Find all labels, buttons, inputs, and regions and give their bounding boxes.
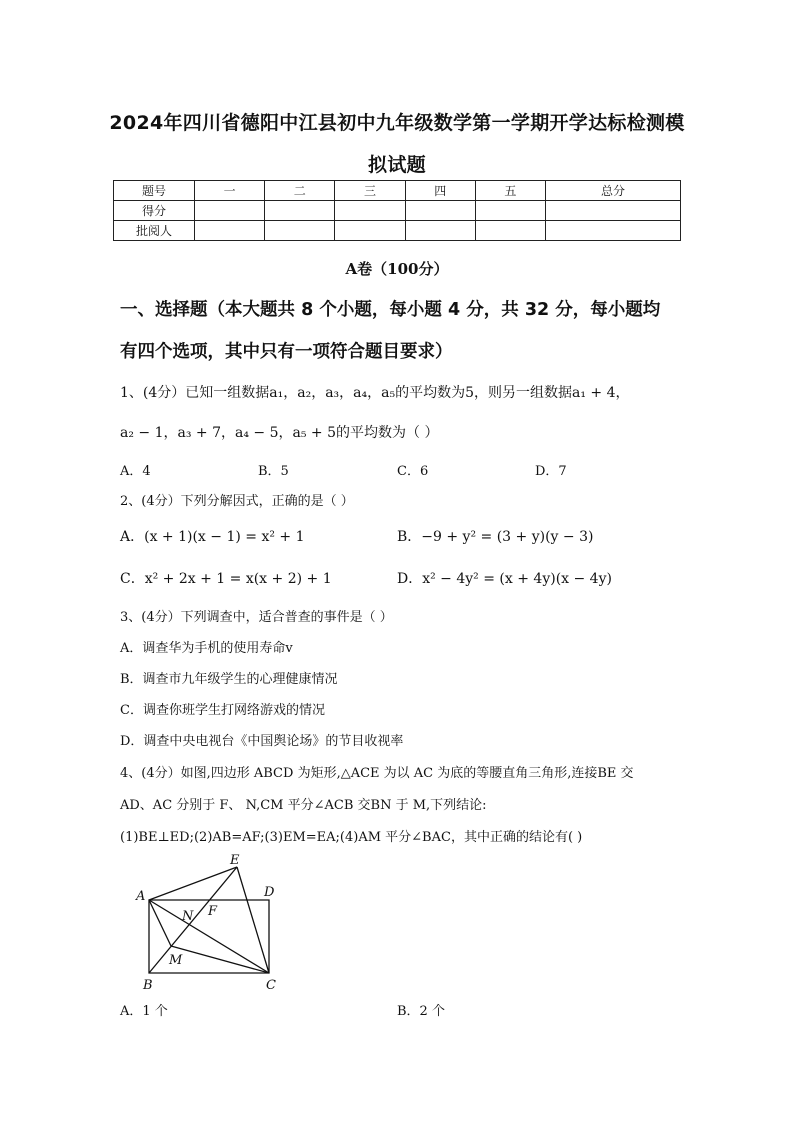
reviewer-input-cell[interactable]: [195, 221, 265, 241]
q4-stem-line-3: (1)BE⊥ED;(2)AB=AF;(3)EM=EA;(4)AM 平分∠BAC，其中正确的结论有( ): [120, 830, 583, 845]
score-table-header-row: [114, 181, 681, 201]
point-label-n: N: [182, 909, 194, 924]
score-table-cell: 二: [265, 181, 335, 201]
reviewer-input-cell[interactable]: [546, 221, 681, 241]
point-label-f: F: [208, 904, 218, 919]
q1-option-d[interactable]: D．7: [535, 464, 567, 479]
section-heading-line-1: 一、选择题（本大题共 8 个小题，每小题 4 分，共 32 分，每小题均: [120, 300, 661, 320]
q2-option-b[interactable]: B．−9 + y² = (3 + y)(y − 3): [397, 529, 594, 545]
title-line-2: 拟试题: [368, 154, 426, 176]
score-input-cell[interactable]: [265, 201, 335, 221]
segment-cm: [171, 946, 269, 973]
q2-option-a[interactable]: A．(x + 1)(x − 1) = x² + 1: [120, 529, 305, 545]
score-input-cell[interactable]: [546, 201, 681, 221]
score-table: [113, 180, 681, 241]
score-table-cell: 题号: [114, 181, 195, 201]
score-table-cell: 得分: [114, 201, 195, 221]
q3-option-a[interactable]: A．调查华为手机的使用寿命v: [120, 641, 293, 656]
q4-stem-line-1: 4、(4分）如图,四边形 ABCD 为矩形,△ACE 为以 AC 为底的等腰直角三角形,连接BE 交: [120, 766, 634, 781]
q1-option-b[interactable]: B．5: [258, 464, 289, 479]
q1-stem-line-2: a₂ − 1，a₃ + 7，a₄ − 5，a₅ + 5的平均数为（ ）: [120, 425, 439, 441]
reviewer-input-cell[interactable]: [475, 221, 545, 241]
q1-option-a[interactable]: A．4: [120, 464, 151, 479]
q3-option-b[interactable]: B．调查市九年级学生的心理健康情况: [120, 672, 338, 687]
score-table-cell: 批阅人: [114, 221, 195, 241]
score-table-cell: 四: [405, 181, 475, 201]
reviewer-input-cell[interactable]: [405, 221, 475, 241]
reviewer-input-cell[interactable]: [335, 221, 405, 241]
reviewer-input-cell[interactable]: [265, 221, 335, 241]
q3-stem: 3、(4分）下列调查中，适合普查的事件是（ ）: [120, 610, 393, 625]
point-label-d: D: [264, 885, 275, 900]
point-label-a: A: [136, 889, 146, 904]
q1-option-c[interactable]: C．6: [397, 464, 429, 479]
point-label-m: M: [169, 953, 183, 968]
q4-option-b[interactable]: B．2 个: [397, 1004, 445, 1019]
score-table-cell: 总分: [546, 181, 681, 201]
q3-option-c[interactable]: C．调查你班学生打网络游戏的情况: [120, 703, 325, 718]
q2-option-d[interactable]: D．x² − 4y² = (x + 4y)(x − 4y): [397, 571, 612, 587]
q2-stem: 2、(4分）下列分解因式，正确的是（ ）: [120, 494, 354, 509]
score-table-row: [114, 221, 681, 241]
score-input-cell[interactable]: [195, 201, 265, 221]
score-table-cell: 三: [335, 181, 405, 201]
point-label-b: B: [143, 978, 153, 993]
q3-option-d[interactable]: D．调查中央电视台《中国舆论场》的节目收视率: [120, 734, 404, 749]
score-input-cell[interactable]: [475, 201, 545, 221]
score-input-cell[interactable]: [335, 201, 405, 221]
title-line-1: 2024年四川省德阳中江县初中九年级数学第一学期开学达标检测模: [109, 112, 685, 134]
q4-geometry-figure: [133, 848, 293, 996]
q1-stem-line-1: 1、(4分）已知一组数据a₁，a₂，a₃，a₄，a₅的平均数为5，则另一组数据a₁ + 4，: [120, 385, 630, 401]
q4-stem-line-2: AD、AC 分别于 F、 N,CM 平分∠ACB 交BN 于 M,下列结论:: [120, 798, 487, 813]
volume-heading: A卷（100分）: [345, 260, 449, 278]
score-table-row: [114, 201, 681, 221]
score-input-cell[interactable]: [405, 201, 475, 221]
score-table-cell: 一: [195, 181, 265, 201]
point-label-e: E: [230, 853, 240, 868]
section-heading-line-2: 有四个选项，其中只有一项符合题目要求）: [120, 342, 453, 362]
score-table-cell: 五: [475, 181, 545, 201]
q4-option-a[interactable]: A．1 个: [120, 1004, 168, 1019]
point-label-c: C: [266, 978, 276, 993]
q2-option-c[interactable]: C．x² + 2x + 1 = x(x + 2) + 1: [120, 571, 332, 587]
